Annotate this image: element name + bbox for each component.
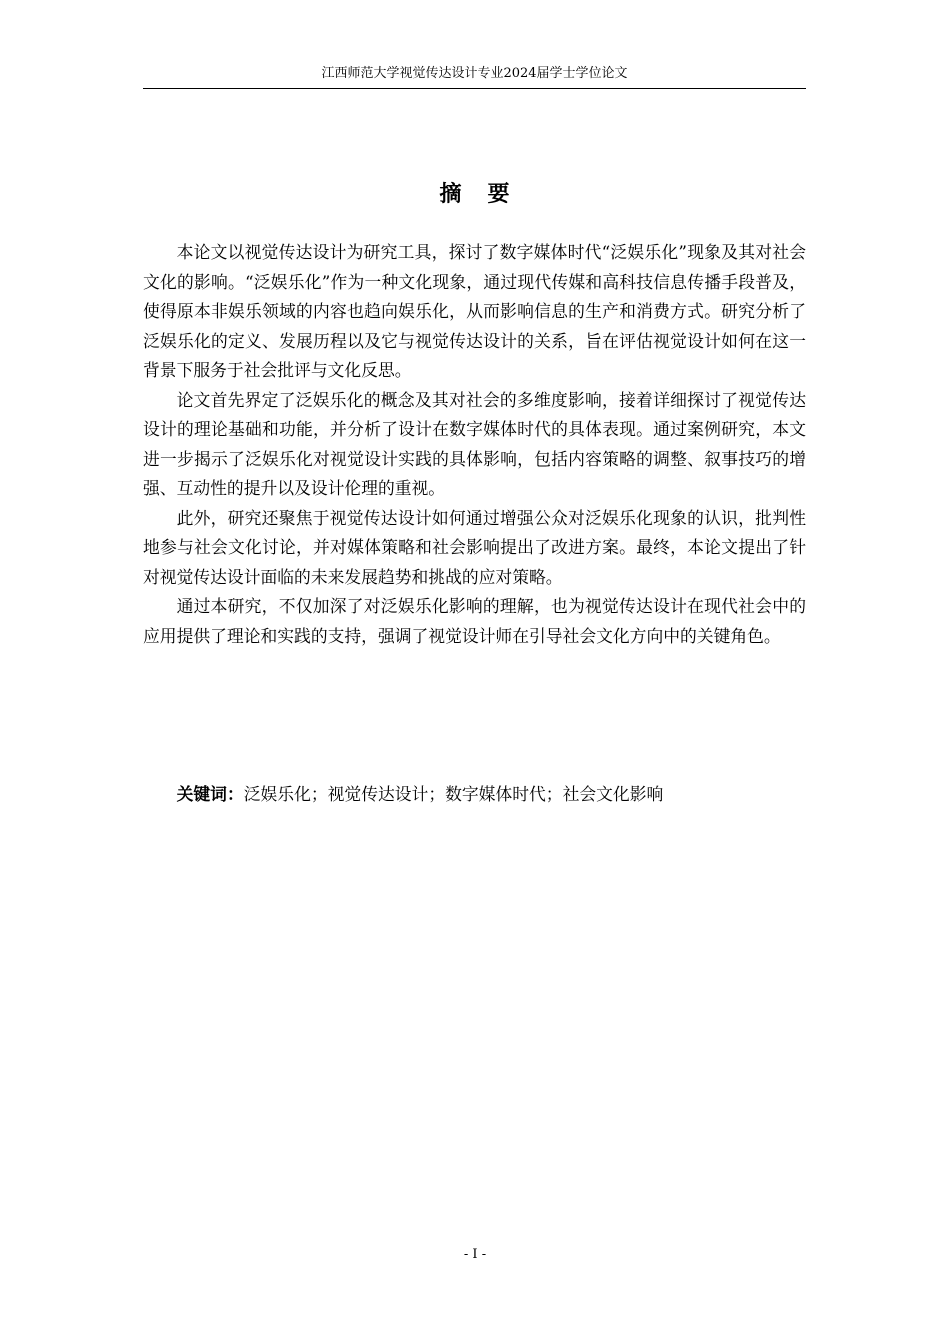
page-number: - I - [463,1247,487,1262]
abstract-paragraph-4: 通过本研究，不仅加深了对泛娱乐化影响的理解，也为视觉传达设计在现代社会中的应用提供了理论和实践的支持，强调了视觉设计师在引导社会文化方向中的关键角色。 [143,596,806,646]
page-title: 摘要 [439,182,536,207]
abstract-paragraph-3: 此外，研究还聚焦于视觉传达设计如何通过增强公众对泛娱乐化现象的认识，批判性地参与社会文化讨论，并对媒体策略和社会影响提出了改进方案。最终，本论文提出了针对视觉传达设计面临的未来发展趋势和挑战的应对策略。 [143,507,806,587]
abstract-paragraph-2: 论文首先界定了泛娱乐化的概念及其对社会的多维度影响，接着详细探讨了视觉传达设计的理论基础和功能，并分析了设计在数字媒体时代的具体表现。通过案例研究，本文进一步揭示了泛娱乐化对视觉设计实践的具体影响，包括内容策略的调整、叙事技巧的增强、互动性的提升以及设计伦理的重视。 [143,389,806,498]
keywords-line [143,780,806,810]
keywords-text: 泛娱乐化；视觉传达设计；数字媒体时代；社会文化影响 [243,784,664,804]
keywords-label: 关键词： [176,784,244,804]
header-text: 江西师范大学视觉传达设计专业2024届学士学位论文 [321,66,628,81]
abstract-body [143,238,806,651]
page-header [143,64,806,89]
abstract-paragraph-1: 本论文以视觉传达设计为研究工具，探讨了数字媒体时代“泛娱乐化”现象及其对社会文化的影响。“泛娱乐化”作为一种文化现象，通过现代传媒和高科技信息传播手段普及，使得原本非娱乐领域的内容也趋向娱乐化，从而影响信息的生产和消费方式。研究分析了泛娱乐化的定义、发展历程以及它与视觉传达设计的关系，旨在评估视觉设计如何在这一背景下服务于社会批评与文化反思。 [143,242,806,380]
